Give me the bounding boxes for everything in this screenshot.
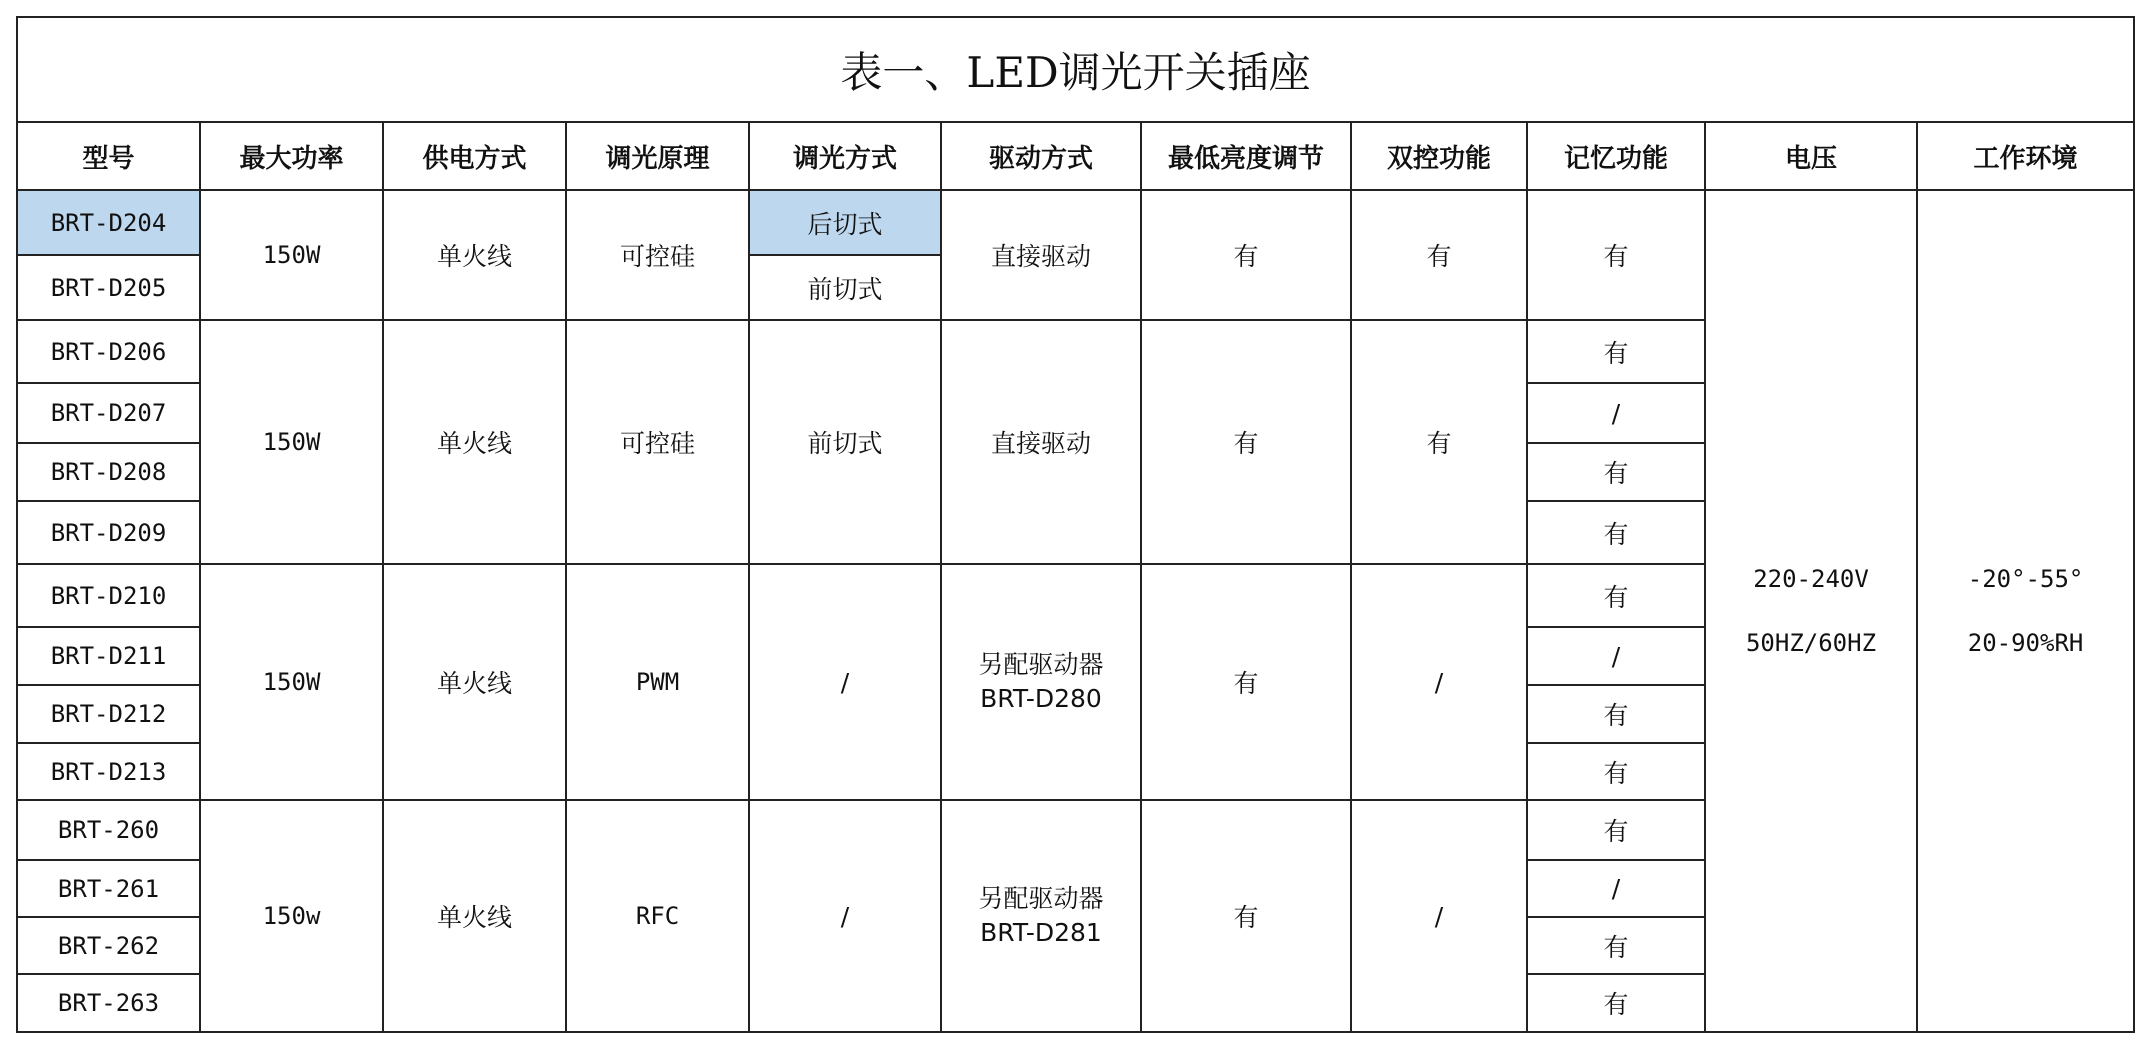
header-model: 型号 bbox=[17, 122, 200, 190]
model-cell: BRT-D211 bbox=[17, 627, 200, 685]
memory-cell: 有 bbox=[1527, 564, 1705, 627]
min-brightness-cell: 有 bbox=[1141, 320, 1351, 564]
drive-cell: 直接驱动 bbox=[941, 190, 1141, 320]
header-dimming-principle: 调光原理 bbox=[566, 122, 749, 190]
drive-line-1: 另配驱动器 bbox=[978, 884, 1104, 913]
header-dimming-mode: 调光方式 bbox=[749, 122, 941, 190]
mode-cell: / bbox=[749, 564, 941, 800]
model-cell: BRT-D206 bbox=[17, 320, 200, 383]
drive-line-2: BRT-D280 bbox=[980, 684, 1102, 713]
memory-cell: / bbox=[1527, 383, 1705, 443]
model-cell: BRT-D209 bbox=[17, 501, 200, 564]
environment-cell bbox=[1917, 190, 2134, 1032]
model-cell: BRT-261 bbox=[17, 860, 200, 917]
drive-cell bbox=[941, 564, 1141, 800]
mode-cell: 前切式 bbox=[749, 255, 941, 320]
memory-cell: 有 bbox=[1527, 917, 1705, 974]
supply-cell: 单火线 bbox=[383, 190, 566, 320]
drive-cell: 直接驱动 bbox=[941, 320, 1141, 564]
header-min-brightness: 最低亮度调节 bbox=[1141, 122, 1351, 190]
supply-cell: 单火线 bbox=[383, 320, 566, 564]
power-cell: 150W bbox=[200, 564, 383, 800]
header-dual-control: 双控功能 bbox=[1351, 122, 1527, 190]
dual-control-cell: 有 bbox=[1351, 190, 1527, 320]
supply-cell: 单火线 bbox=[383, 800, 566, 1032]
header-power-supply: 供电方式 bbox=[383, 122, 566, 190]
environment-temperature: -20°-55° bbox=[1967, 565, 2084, 593]
table-row bbox=[17, 190, 2134, 255]
model-cell: BRT-D212 bbox=[17, 685, 200, 743]
spec-table-sheet bbox=[16, 16, 2133, 1038]
min-brightness-cell: 有 bbox=[1141, 800, 1351, 1032]
model-cell: BRT-D204 bbox=[17, 190, 200, 255]
header-memory: 记忆功能 bbox=[1527, 122, 1705, 190]
model-cell: BRT-D205 bbox=[17, 255, 200, 320]
model-cell: BRT-D208 bbox=[17, 443, 200, 501]
memory-cell: 有 bbox=[1527, 800, 1705, 860]
power-cell: 150W bbox=[200, 190, 383, 320]
drive-line-1: 另配驱动器 bbox=[978, 650, 1104, 679]
memory-cell: / bbox=[1527, 627, 1705, 685]
model-cell: BRT-262 bbox=[17, 917, 200, 974]
principle-cell: RFC bbox=[566, 800, 749, 1032]
table-title: 表一、LED调光开关插座 bbox=[17, 17, 2134, 122]
principle-cell: PWM bbox=[566, 564, 749, 800]
min-brightness-cell: 有 bbox=[1141, 190, 1351, 320]
memory-cell: 有 bbox=[1527, 501, 1705, 564]
voltage-frequency: 50HZ/60HZ bbox=[1745, 629, 1877, 657]
drive-cell bbox=[941, 800, 1141, 1032]
supply-cell: 单火线 bbox=[383, 564, 566, 800]
header-voltage: 电压 bbox=[1705, 122, 1917, 190]
dual-control-cell: / bbox=[1351, 564, 1527, 800]
model-cell: BRT-263 bbox=[17, 974, 200, 1032]
principle-cell: 可控硅 bbox=[566, 320, 749, 564]
header-drive-mode: 驱动方式 bbox=[941, 122, 1141, 190]
header-max-power: 最大功率 bbox=[200, 122, 383, 190]
min-brightness-cell: 有 bbox=[1141, 564, 1351, 800]
model-cell: BRT-D207 bbox=[17, 383, 200, 443]
mode-cell: 前切式 bbox=[749, 320, 941, 564]
mode-cell: 后切式 bbox=[749, 190, 941, 255]
dual-control-cell: / bbox=[1351, 800, 1527, 1032]
memory-cell: 有 bbox=[1527, 743, 1705, 800]
mode-cell: / bbox=[749, 800, 941, 1032]
memory-cell: 有 bbox=[1527, 974, 1705, 1032]
header-row bbox=[17, 122, 2134, 190]
model-cell: BRT-D213 bbox=[17, 743, 200, 800]
memory-cell: / bbox=[1527, 860, 1705, 917]
memory-cell: 有 bbox=[1527, 320, 1705, 383]
voltage-range: 220-240V bbox=[1753, 565, 1869, 593]
environment-humidity: 20-90%RH bbox=[1967, 629, 2084, 657]
model-cell: BRT-260 bbox=[17, 800, 200, 860]
header-environment: 工作环境 bbox=[1917, 122, 2134, 190]
dual-control-cell: 有 bbox=[1351, 320, 1527, 564]
memory-cell: 有 bbox=[1527, 443, 1705, 501]
memory-cell: 有 bbox=[1527, 685, 1705, 743]
model-cell: BRT-D210 bbox=[17, 564, 200, 627]
principle-cell: 可控硅 bbox=[566, 190, 749, 320]
power-cell: 150w bbox=[200, 800, 383, 1032]
memory-cell: 有 bbox=[1527, 190, 1705, 320]
power-cell: 150W bbox=[200, 320, 383, 564]
voltage-cell bbox=[1705, 190, 1917, 1032]
spec-table bbox=[16, 16, 2135, 1033]
drive-line-2: BRT-D281 bbox=[980, 918, 1102, 947]
